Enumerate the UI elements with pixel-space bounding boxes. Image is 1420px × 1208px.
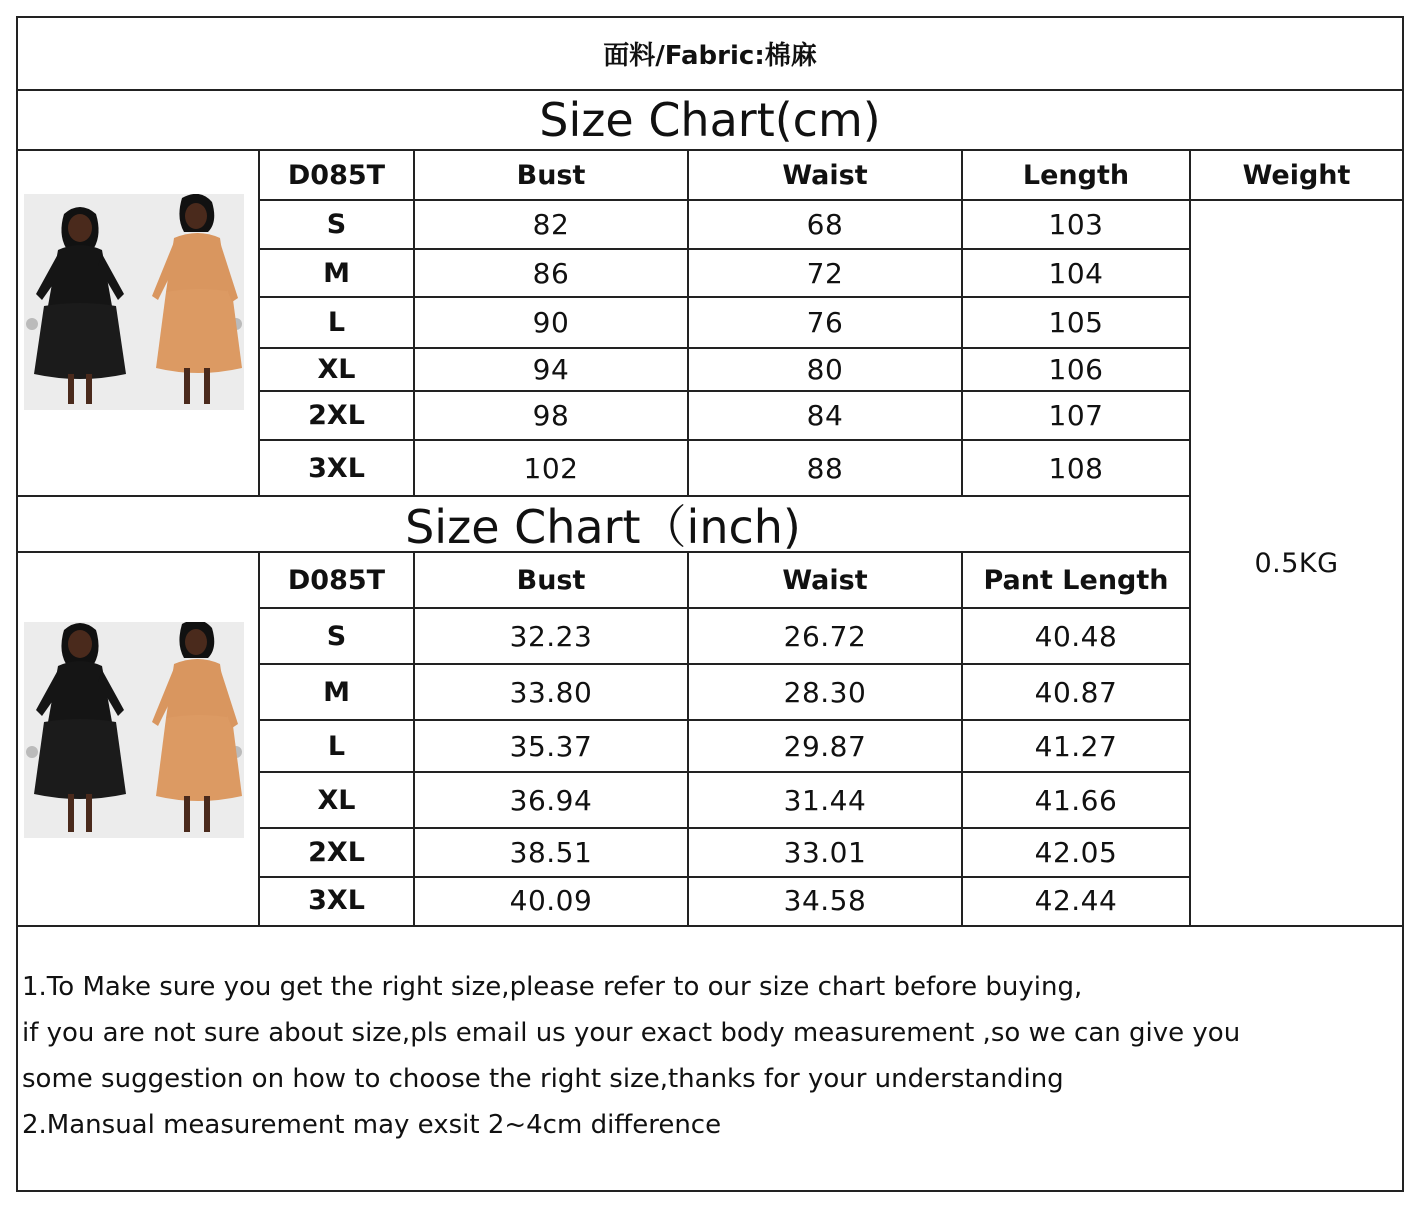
inch-value-cell: 33.80 bbox=[509, 675, 593, 709]
cm-size-cell: S bbox=[326, 209, 347, 240]
cm-value-cell: 82 bbox=[532, 208, 570, 241]
cm-size-cell: 3XL bbox=[308, 452, 365, 484]
size-notes bbox=[22, 964, 1392, 1148]
weight-value: 0.5KG bbox=[1254, 547, 1339, 579]
cm-value-cell: 72 bbox=[806, 256, 844, 290]
inch-value-cell: 41.27 bbox=[1034, 729, 1118, 763]
two-dresses-illustration bbox=[24, 194, 244, 410]
note-line: if you are not sure about size,pls email us your exact body measurement ,so we can give you bbox=[22, 1018, 1241, 1048]
inch-chart-title: Size Chart（inch) bbox=[405, 500, 801, 554]
cm-value-cell: 88 bbox=[806, 451, 844, 485]
cm-size-cell: XL bbox=[317, 354, 356, 385]
cm-value-cell: 108 bbox=[1048, 451, 1104, 485]
inch-header-model: D085T bbox=[287, 564, 386, 596]
cm-value-cell: 104 bbox=[1048, 256, 1104, 290]
cm-header-weight: Weight bbox=[1242, 159, 1351, 191]
cm-value-cell: 107 bbox=[1048, 399, 1104, 432]
cm-value-cell: 68 bbox=[806, 208, 844, 241]
inch-size-cell: 2XL bbox=[308, 837, 365, 868]
cm-value-cell: 102 bbox=[523, 451, 579, 485]
cm-size-cell: M bbox=[323, 257, 350, 289]
fabric-label: 面料/Fabric:棉麻 bbox=[603, 41, 817, 71]
inch-size-cell: 3XL bbox=[308, 885, 365, 916]
inch-size-cell: S bbox=[326, 620, 347, 652]
inch-size-cell: XL bbox=[317, 784, 356, 816]
cm-value-cell: 105 bbox=[1048, 306, 1104, 339]
cm-header-waist: Waist bbox=[782, 159, 868, 191]
inch-value-cell: 36.94 bbox=[509, 783, 593, 817]
inch-header-waist: Waist bbox=[782, 564, 868, 596]
note-line: 2.Mansual measurement may exsit 2~4cm difference bbox=[22, 1110, 722, 1140]
cm-value-cell: 80 bbox=[806, 353, 844, 386]
cm-value-cell: 106 bbox=[1048, 353, 1104, 386]
inch-value-cell: 33.01 bbox=[783, 836, 867, 869]
cm-value-cell: 94 bbox=[532, 353, 570, 386]
inch-value-cell: 38.51 bbox=[509, 836, 593, 869]
inch-size-cell: M bbox=[323, 676, 350, 708]
inch-value-cell: 42.44 bbox=[1034, 884, 1118, 917]
two-dresses-illustration bbox=[24, 622, 244, 838]
inch-value-cell: 26.72 bbox=[783, 619, 867, 653]
inch-value-cell: 32.23 bbox=[509, 619, 593, 653]
inch-value-cell: 29.87 bbox=[783, 729, 867, 763]
cm-value-cell: 90 bbox=[532, 306, 570, 339]
inch-value-cell: 40.48 bbox=[1034, 619, 1118, 653]
inch-size-cell: L bbox=[327, 730, 346, 762]
inch-value-cell: 40.87 bbox=[1034, 675, 1118, 709]
rule-above-notes bbox=[16, 925, 1404, 927]
cm-chart-title: Size Chart(cm) bbox=[539, 93, 881, 147]
cm-size-cell: 2XL bbox=[308, 400, 365, 431]
inch-value-cell: 35.37 bbox=[509, 729, 593, 763]
cm-header-length: Length bbox=[1022, 159, 1130, 191]
product-photo-inch bbox=[24, 622, 244, 838]
cm-value-cell: 103 bbox=[1048, 208, 1104, 241]
cm-value-cell: 98 bbox=[532, 399, 570, 432]
inch-header-pant-length: Pant Length bbox=[983, 564, 1169, 596]
inch-value-cell: 40.09 bbox=[509, 884, 593, 917]
cm-header-bust: Bust bbox=[516, 159, 586, 191]
cm-value-cell: 86 bbox=[532, 256, 570, 290]
cm-value-cell: 76 bbox=[806, 306, 844, 339]
note-line: some suggestion on how to choose the right size,thanks for your understanding bbox=[22, 1064, 1064, 1094]
inch-header-bust: Bust bbox=[516, 564, 586, 596]
cm-value-cell: 84 bbox=[806, 399, 844, 432]
note-line: 1.To Make sure you get the right size,please refer to our size chart before buying, bbox=[22, 972, 1083, 1002]
inch-value-cell: 28.30 bbox=[783, 675, 867, 709]
product-photo-cm bbox=[24, 194, 244, 410]
inch-value-cell: 31.44 bbox=[783, 783, 867, 817]
inch-value-cell: 34.58 bbox=[783, 884, 867, 917]
inch-value-cell: 42.05 bbox=[1034, 836, 1118, 869]
inch-value-cell: 41.66 bbox=[1034, 783, 1118, 817]
cm-size-cell: L bbox=[327, 307, 346, 338]
cm-header-model: D085T bbox=[287, 159, 386, 191]
